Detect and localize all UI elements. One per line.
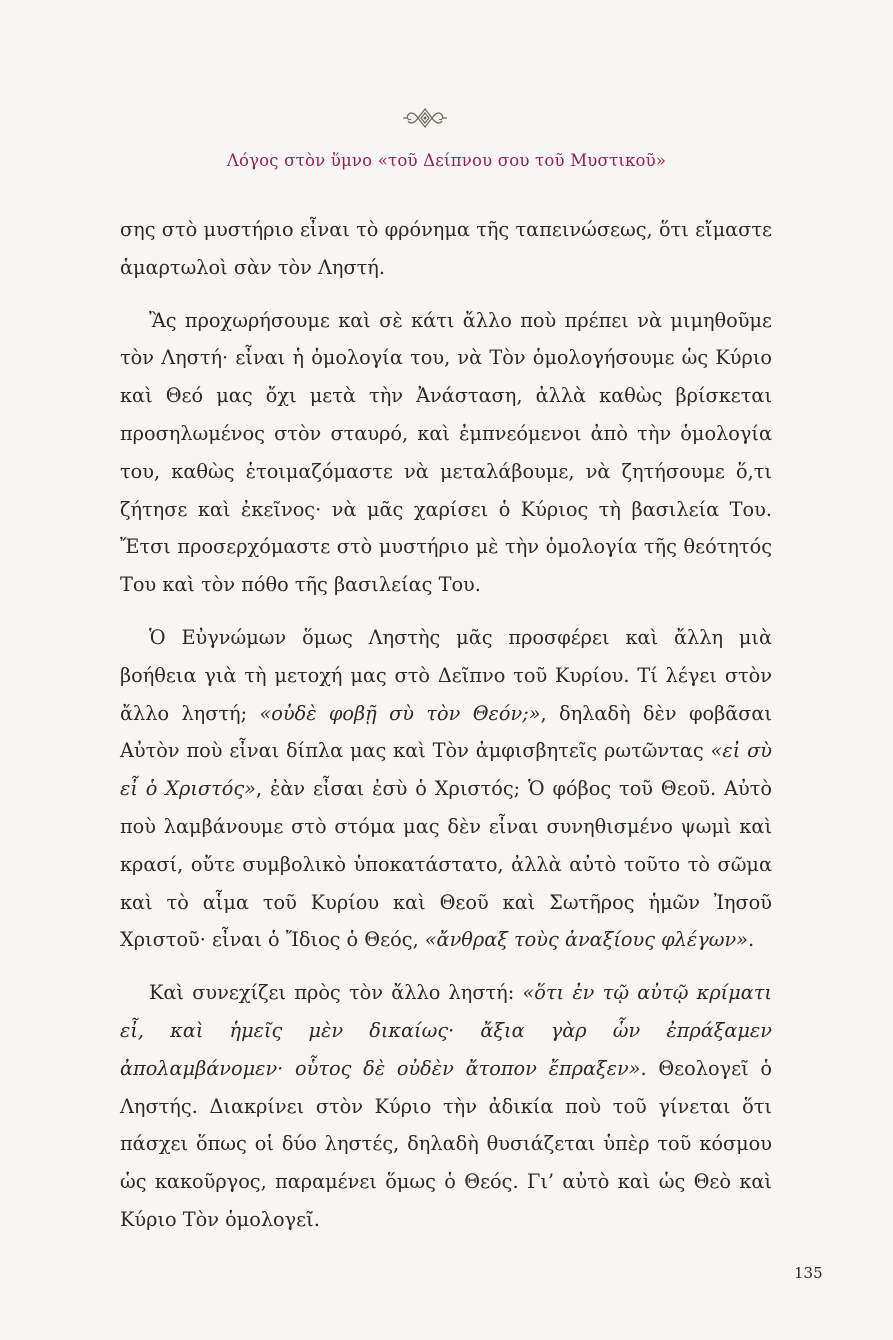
quoted-passage: «ὅτι ἐν τῷ αὐτῷ κρίματι εἶ, καὶ ἡμεῖς μὲν δικαίως· ἄξια γὰρ ὧν ἐπράξαμεν ἀπολαμβάνομεν· οὗτος δὲ οὐδὲν ἄτοπον ἔπραξεν» bbox=[120, 981, 772, 1080]
decorative-ornament-icon bbox=[402, 103, 448, 133]
text-segment: , ἐὰν εἶσαι ἐσὺ ὁ Χριστός; Ὁ φόβος τοῦ Θεοῦ. Αὐτὸ ποὺ λαμβάνουμε στὸ στόμα μας δὲν εἶναι συνηθισμένο ψωμὶ καὶ κρασί, οὔτε συμβολικὸ ὑποκατάστατο, ἀλλὰ αὐτὸ τοῦτο τὸ σῶμα καὶ τὸ αἷμα τοῦ Κυρίου καὶ Θεοῦ καὶ Σωτῆρος ἡμῶν Ἰησοῦ Χριστοῦ· εἶναι ὁ Ἴδιος ὁ Θεός, bbox=[120, 777, 772, 952]
body-text bbox=[120, 211, 772, 1254]
quoted-passage: «εἰ σὺ εἶ ὁ Χριστός» bbox=[120, 739, 772, 801]
text-segment: Ἂς προχωρήσουμε καὶ σὲ κάτι ἄλλο ποὺ πρέπει νὰ μιμηθοῦμε τὸν Ληστή· εἶναι ἡ ὁμολογία του, νὰ Τὸν ὁμολογήσουμε ὡς Κύριο καὶ Θεό μας ὄχι μετὰ τὴν Ἀνάσταση, ἀλλὰ καθὼς βρίσκεται προσηλωμένος στὸν σταυρό, καὶ ἐμπνεόμενοι ἀπὸ τὴν ὁμολογία του, καθὼς ἑτοιμαζόμαστε νὰ μεταλάβουμε, νὰ ζητήσουμε ὅ,τι ζήτησε καὶ ἐκεῖνος· νὰ μᾶς χαρίσει ὁ Κύριος τὴ βασιλεία Του. Ἔτσι προσερχόμαστε στὸ μυστήριο μὲ τὴν ὁμολογία τῆς θεότητός Του καὶ τὸν πόθο τῆς βασιλείας Του. bbox=[120, 308, 772, 597]
text-segment: . bbox=[747, 928, 755, 952]
quoted-passage: «οὐδὲ φοβῇ σὺ τὸν Θεόν;» bbox=[259, 701, 541, 725]
text-segment: σης στὸ μυστήριο εἶναι τὸ φρόνημα τῆς ταπεινώσεως, ὅτι εἴμαστε ἁμαρτωλοὶ σὰν τὸν Ληστή. bbox=[120, 218, 772, 279]
text-segment: , δηλαδὴ δὲν φοβᾶσαι Αὐτὸν ποὺ εἶναι δίπλα μας καὶ Τὸν ἀμφισβητεῖς ρωτῶντας bbox=[120, 701, 772, 763]
paragraph bbox=[120, 619, 772, 959]
paragraph bbox=[120, 974, 772, 1239]
paragraph bbox=[120, 211, 772, 287]
page-number: 135 bbox=[794, 1264, 823, 1282]
text-segment: . Θεολογεῖ ὁ Ληστής. Διακρίνει στὸν Κύριο τὴν ἀδικία ποὺ τοῦ γίνεται ὅτι πάσχει ὅπως οἱ δύο ληστές, δηλαδὴ θυσιάζεται ὑπὲρ τοῦ κόσμου ὡς κακοῦργος, παραμένει ὅμως ὁ Θεός. Γι’ αὐτὸ καὶ ὡς Θεὸ καὶ Κύριο Τὸν ὁμολογεῖ. bbox=[120, 1056, 772, 1231]
text-segment: Καὶ συνεχίζει πρὸς τὸν ἄλλο ληστή: bbox=[149, 981, 523, 1005]
text-segment: Ὁ Εὐγνώμων ὅμως Ληστὴς μᾶς προσφέρει καὶ ἄλλη μιὰ βοήθεια γιὰ τὴ μετοχή μας στὸ Δεῖπνο τοῦ Κυρίου. Τί λέγει στὸν ἄλλο ληστή; bbox=[120, 625, 772, 725]
quoted-passage: «ἄνθραξ τοὺς ἀναξίους φλέγων» bbox=[424, 928, 748, 952]
paragraph bbox=[120, 302, 772, 604]
running-head: Λόγος στὸν ὕμνο «τοῦ Δείπνου σου τοῦ Μυστικοῦ» bbox=[226, 151, 667, 170]
